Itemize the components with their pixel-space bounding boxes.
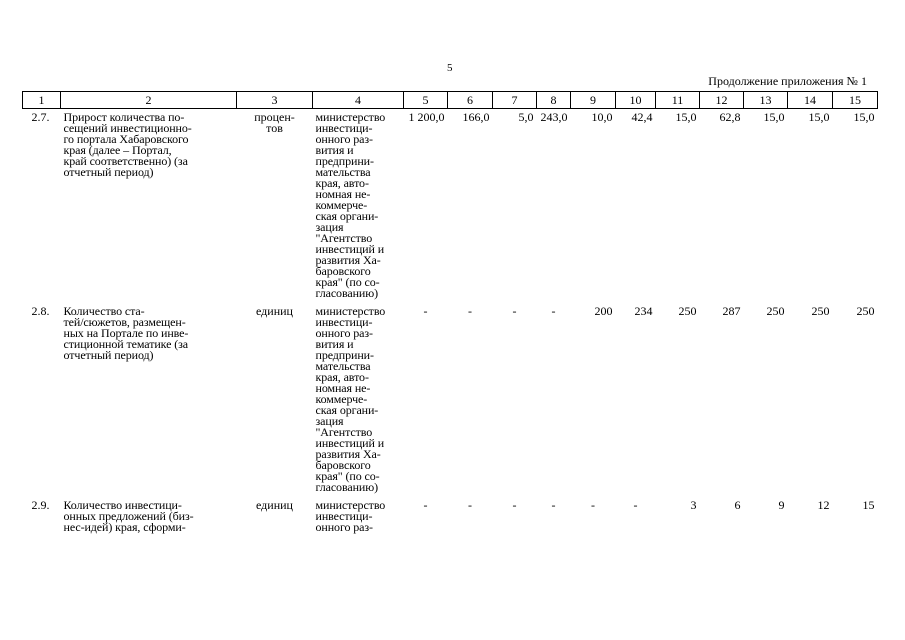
value-cell: 243,0 [540, 110, 568, 124]
value-cell: 250 [811, 304, 830, 318]
value-cell: 200 [594, 304, 613, 318]
value-cell: 166,0 [462, 110, 490, 124]
header-row [23, 92, 878, 109]
table-row [23, 303, 878, 497]
value-cell: 15 [862, 498, 875, 512]
value-cell: - [633, 498, 638, 512]
column-header: 11 [656, 92, 700, 109]
value-cell: 12 [817, 498, 830, 512]
table-row [23, 497, 878, 537]
column-header: 9 [571, 92, 616, 109]
value-cell: 15,0 [763, 110, 785, 124]
indicator-name: Прирост количества по- сещений инвестиционно- го портала Хабаровского края (далее – Портал, край соответственно) (за отчетный период) [63, 110, 192, 179]
value-cell: 234 [634, 304, 653, 318]
value-cell: 9 [778, 498, 785, 512]
continuation-label: Продолжение приложения № 1 [708, 74, 867, 88]
column-header: 4 [313, 92, 404, 109]
value-cell: 250 [856, 304, 875, 318]
value-cell: - [591, 498, 595, 512]
value-cell: 250 [766, 304, 785, 318]
unit-cell: единиц [256, 304, 293, 318]
page-number: 5 [447, 62, 453, 74]
column-header: 15 [833, 92, 878, 109]
value-cell: - [512, 304, 517, 318]
value-cell: 250 [678, 304, 697, 318]
row-code: 2.9. [31, 498, 50, 512]
value-cell: - [551, 498, 556, 512]
value-cell: 10,0 [591, 110, 613, 124]
value-cell: - [512, 498, 517, 512]
value-cell: - [423, 304, 428, 318]
value-cell: 1 200,0 [408, 110, 445, 124]
unit-cell: процен- тов [254, 110, 295, 135]
column-header: 14 [788, 92, 833, 109]
column-header: 2 [61, 92, 237, 109]
value-cell: 15,0 [675, 110, 697, 124]
column-header: 8 [537, 92, 571, 109]
value-cell: - [468, 304, 472, 318]
row-code: 2.8. [31, 304, 50, 318]
column-header: 7 [493, 92, 537, 109]
column-header: 13 [744, 92, 788, 109]
table-row [23, 109, 878, 304]
row-code: 2.7. [31, 110, 50, 124]
value-cell: - [468, 498, 472, 512]
value-cell: 3 [690, 498, 697, 512]
value-cell: 15,0 [853, 110, 875, 124]
column-header: 3 [237, 92, 313, 109]
value-cell: 5,0 [518, 110, 534, 124]
value-cell: 15,0 [808, 110, 830, 124]
column-header: 10 [616, 92, 656, 109]
responsible-cell: министерство инвестици- онного раз- [315, 498, 386, 534]
column-header: 5 [404, 92, 448, 109]
column-header: 12 [700, 92, 744, 109]
value-cell: - [423, 498, 428, 512]
value-cell: 62,8 [719, 110, 741, 124]
unit-cell: единиц [256, 498, 293, 512]
column-header: 1 [23, 92, 61, 109]
indicator-table [22, 91, 878, 537]
indicator-name: Количество инвестици- онных предложений (биз- нес-идей) края, сформи- [63, 498, 194, 534]
value-cell: 6 [734, 498, 741, 512]
value-cell: 42,4 [631, 110, 653, 124]
value-cell: - [551, 304, 556, 318]
indicator-name: Количество ста- тей/сюжетов, размещен- ных на Портале по инве- стиционной тематике (за отчетный период) [63, 304, 189, 362]
value-cell: 287 [722, 304, 741, 318]
responsible-cell: министерство инвестици- онного раз- вития и предприни- мательства края, авто- номная не- коммерче- ская органи- зация "Агентство инвестиций и развития Ха- баровского края" (по со- гласованию) [315, 304, 386, 494]
column-header: 6 [448, 92, 493, 109]
responsible-cell: министерство инвестици- онного раз- вития и предприни- мательства края, авто- номная не- коммерче- ская органи- зация "Агентство инвестиций и развития Ха- баровского края" (по со- гласованию) [315, 110, 386, 300]
